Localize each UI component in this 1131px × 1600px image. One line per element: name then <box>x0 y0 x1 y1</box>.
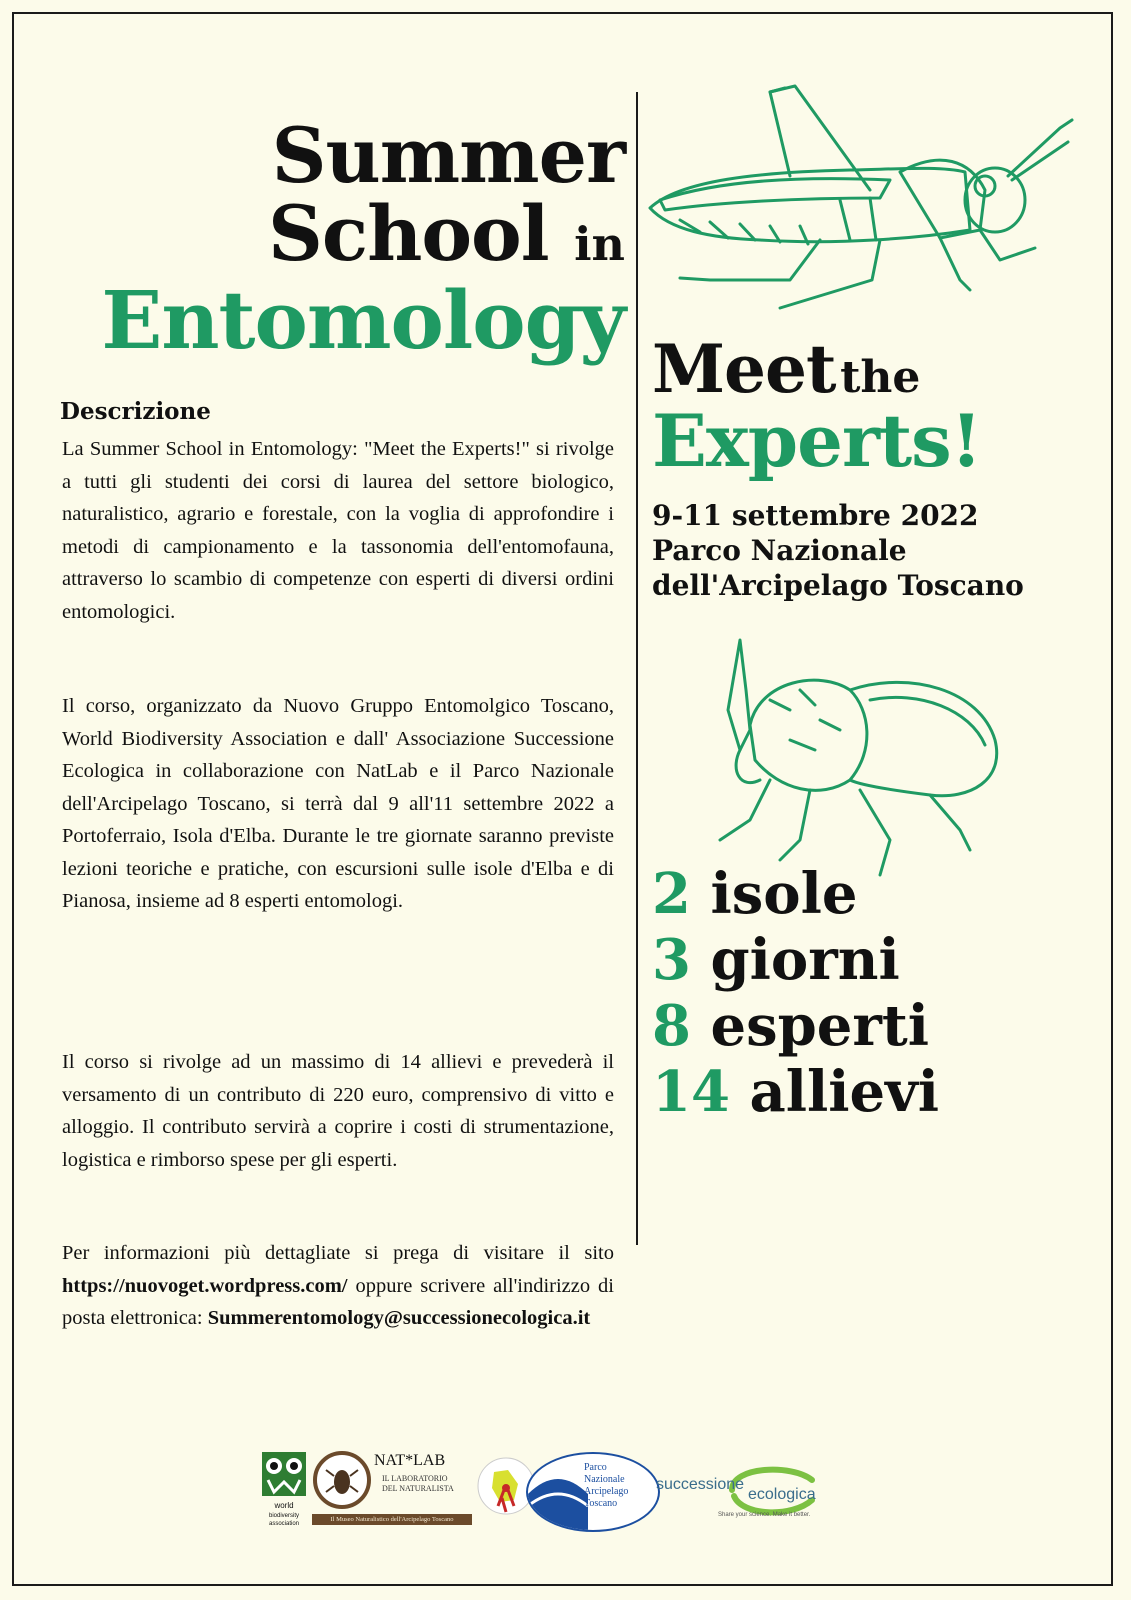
sponsor-logos <box>260 1450 860 1530</box>
svg-text:association: association <box>268 1521 300 1527</box>
parco-wave-icon <box>528 1454 588 1530</box>
svg-text:world: world <box>274 1501 294 1510</box>
stat-label: giorni <box>710 927 900 993</box>
stat-number: 2 <box>652 861 691 927</box>
parco-line-2: Nazionale <box>584 1474 625 1485</box>
experts-heading: Experts! <box>652 398 982 483</box>
info-intro: Per informazioni più dettagliate si prega di visitare il sito <box>62 1242 614 1264</box>
stat-esperti <box>652 993 930 1059</box>
natlab-sub2: DEL NATURALISTA <box>382 1484 454 1493</box>
description-paragraph-2: Il corso, organizzato da Nuovo Gruppo Entomolgico Toscano, World Biodiversity Association e dall' Associazione Successione Ecologica in collaborazione con NatLab e il Parco Nazionale dell'Arcipelago Toscano, si terrà dal 9 all'11 settembre 2022 a Portoferraio, Isola d'Elba. Durante le tre giornate saranno previste lezioni teoriche e pratiche, con escursioni sulle isole d'Elba e di Pianosa, insieme ad 8 esperti entomologi. <box>62 695 614 912</box>
beetle-illustration <box>700 630 1030 900</box>
successione-name-b: ecologica <box>748 1486 816 1503</box>
description-paragraph-1: La Summer School in Entomology: "Meet the Experts!" si rivolge a tutti gli studenti dei corsi di laurea del settore biologico, naturalistico, agrario e forestale, con la voglia di approfondire i metodi di campionamento e la tassonomia dell'entomofauna, attraverso lo scambio di competenze con esperti di diversi ordini entomologici. <box>62 438 614 623</box>
title-in-word: in <box>574 217 625 271</box>
successione-tagline: Share your science. Make it better. <box>718 1512 811 1518</box>
parco-line-3: Arcipelago <box>584 1486 629 1497</box>
event-place-line-1: Parco Nazionale <box>652 534 907 567</box>
stat-label: allievi <box>749 1059 939 1125</box>
stat-label: esperti <box>710 993 930 1059</box>
successione-name-a: successione <box>656 1476 745 1493</box>
column-divider <box>636 92 638 1245</box>
wba-logo <box>260 1450 308 1532</box>
natlab-name: NAT*LAB <box>374 1452 446 1469</box>
title-line-entomology: Entomology <box>101 273 625 367</box>
stat-label: isole <box>710 861 858 927</box>
description-heading: Descrizione <box>60 398 211 425</box>
stat-number: 3 <box>652 927 691 993</box>
parco-line-1: Parco <box>584 1462 607 1473</box>
successione-logo <box>656 1460 856 1524</box>
event-place-line-2: dell'Arcipelago Toscano <box>652 569 1024 602</box>
natlab-footer: Il Museo Naturalistico dell'Arcipelago Toscano <box>312 1514 472 1525</box>
meet-word: Meet <box>652 330 836 408</box>
info-mid: oppure scrivere all'indirizzo di posta elettronica: <box>62 1274 615 1329</box>
stat-allievi <box>652 1059 939 1125</box>
website-link[interactable]: https://nuovoget.wordpress.com/ <box>62 1274 348 1297</box>
stat-isole <box>652 861 858 927</box>
natlab-logo <box>312 1450 472 1530</box>
the-word: the <box>840 352 921 403</box>
email-link[interactable]: Summerentomology@successionecologica.it <box>207 1307 591 1329</box>
title-line-summer: Summer <box>271 111 625 200</box>
stat-number: 14 <box>652 1059 730 1125</box>
description-paragraph-3: Il corso si rivolge ad un massimo di 14 allievi e prevederà il versamento di un contributo di 220 euro, comprensivo di vitto e alloggio. Il contributo servirà a coprire i costi di strumentazione, logistica e rimborso spese per gli esperti. <box>62 1051 614 1171</box>
parco-logo <box>526 1452 660 1532</box>
stat-number: 8 <box>652 993 691 1059</box>
grasshopper-illustration <box>640 80 1080 320</box>
event-dates: 9-11 settembre 2022 <box>652 499 979 532</box>
svg-text:biodiversity: biodiversity <box>268 1513 300 1519</box>
natlab-sub1: IL LABORATORIO <box>382 1474 448 1483</box>
description-paragraph-4 <box>62 1237 614 1335</box>
stat-giorni <box>652 927 900 993</box>
title-line-school <box>40 189 625 278</box>
title-school-word: School <box>267 189 549 278</box>
natlab-badge-icon <box>312 1450 372 1510</box>
parco-line-4: Toscano <box>584 1498 618 1509</box>
meet-the-heading <box>652 330 921 408</box>
